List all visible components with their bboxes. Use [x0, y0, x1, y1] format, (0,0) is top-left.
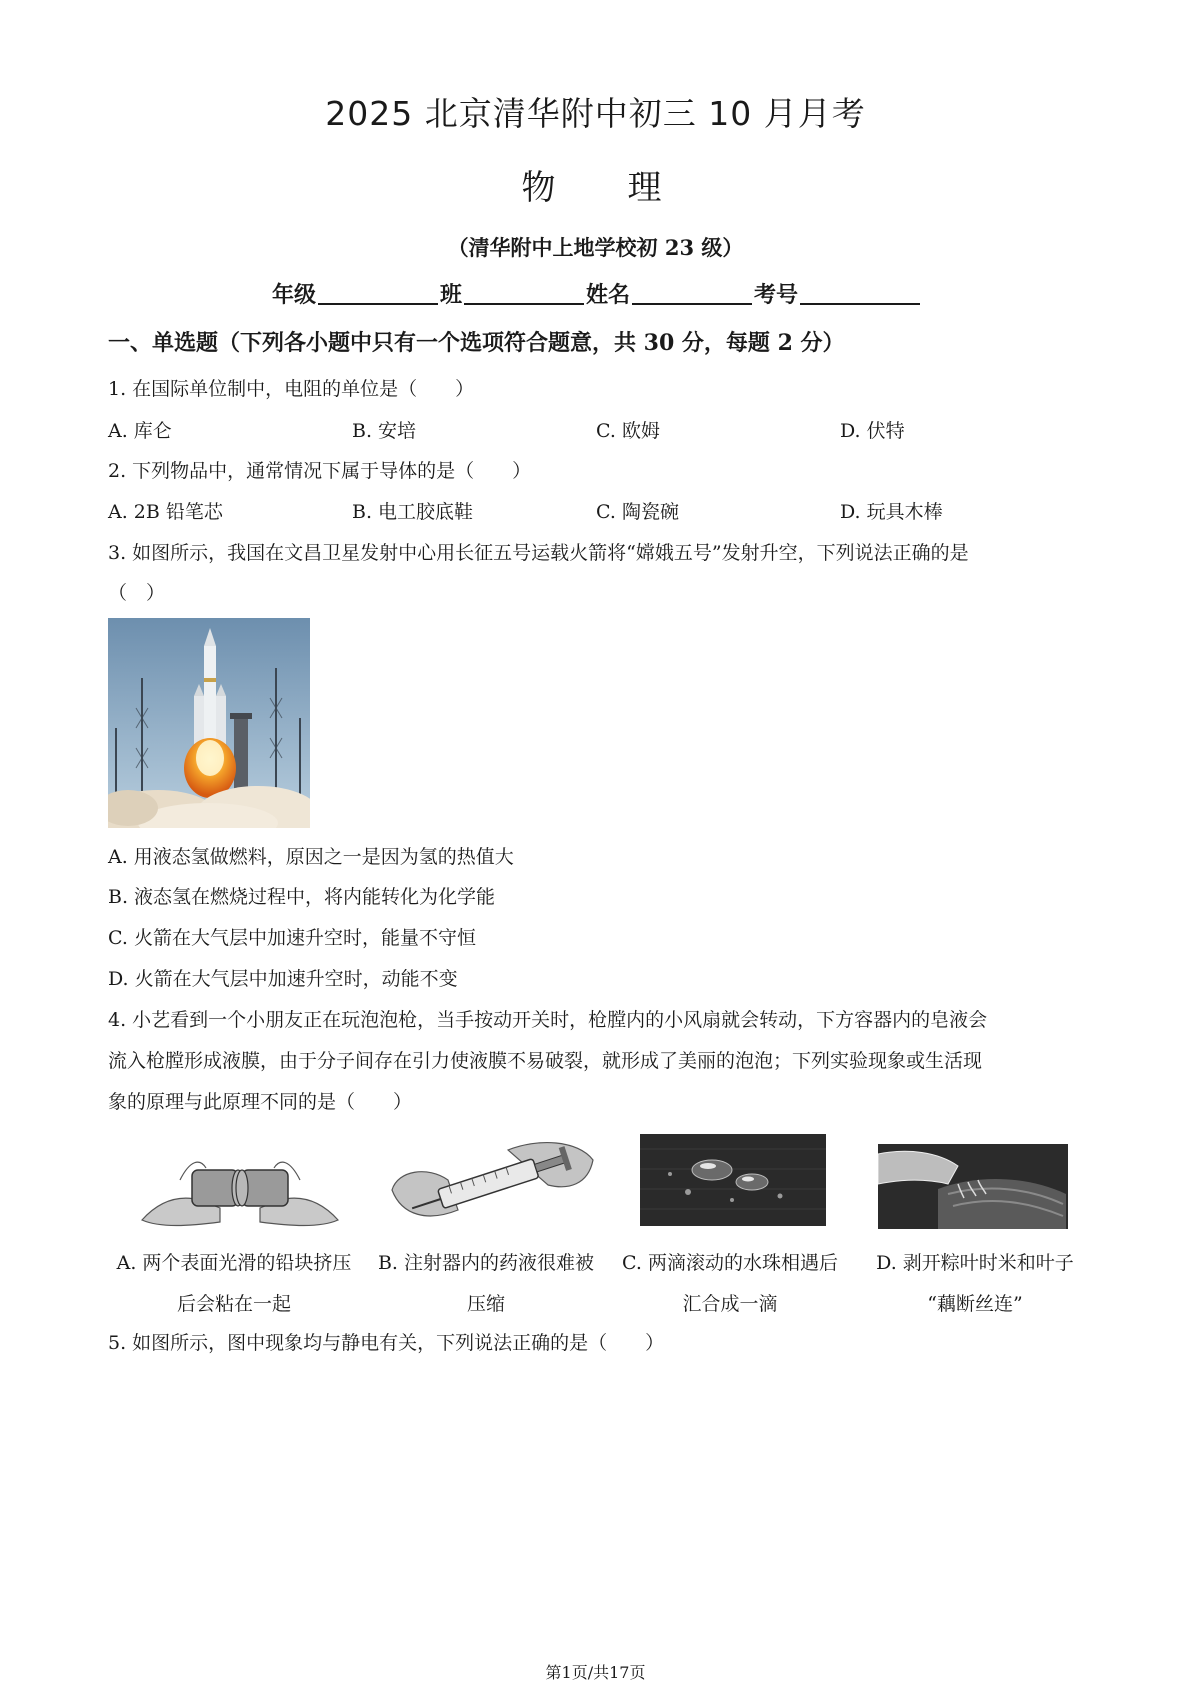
question-4-caption-d: [860, 1243, 1090, 1325]
question-1-option-a: A. 库仑: [108, 420, 172, 442]
subject-char-1: 物: [521, 168, 564, 208]
question-2-stem: 2. 下列物品中，通常情况下属于导体的是（ ）: [108, 460, 532, 482]
question-3-stem-line-2: （ ）: [108, 582, 166, 604]
question-1-stem: 1. 在国际单位制中，电阻的单位是（ ）: [108, 378, 475, 400]
question-4-stem-line-1: 4. 小艺看到一个小朋友正在玩泡泡枪，当手按动开关时，枪膛内的小风扇就会转动，下方容器内的皂液会: [108, 1009, 988, 1031]
question-3-option-d: D. 火箭在大气层中加速升空时，动能不变: [108, 968, 458, 990]
section-heading: 一、单选题（下列各小题中只有一个选项符合题意，共 30 分，每题 2 分）: [108, 330, 845, 356]
question-3-option-a: A. 用液态氢做燃料，原因之一是因为氢的热值大: [108, 846, 514, 868]
question-2-option-b: B. 电工胶底鞋: [352, 501, 474, 523]
caption-a-line-1: A. 两个表面光滑的铅块挤压: [116, 1252, 352, 1274]
name-blank: [632, 281, 752, 305]
question-1-option-c: C. 欧姆: [596, 420, 660, 442]
question-2-option-d: D. 玩具木棒: [840, 501, 943, 523]
question-1-option-d: D. 伏特: [840, 420, 905, 442]
page-footer: 第1页/共17页: [545, 1663, 646, 1682]
caption-b-line-1: B. 注射器内的药液很难被: [377, 1252, 595, 1274]
class-blank: [464, 281, 584, 305]
question-2-option-c: C. 陶瓷碗: [596, 501, 679, 523]
question-4-caption-b: [368, 1243, 604, 1325]
question-4-caption-c: [612, 1243, 848, 1325]
caption-b-line-2: 压缩: [466, 1293, 505, 1315]
caption-d-line-2: “藕断丝连”: [927, 1293, 1023, 1315]
exam-title: 2025 北京清华附中初三 10 月月考: [325, 94, 866, 133]
question-4-stem-line-3: 象的原理与此原理不同的是（ ）: [108, 1091, 413, 1113]
figure-syringe: [388, 1130, 598, 1225]
figure-water-drops: [640, 1134, 826, 1226]
question-4-stem-line-2: 流入枪膛形成液膜，由于分子间存在引力使液膜不易破裂，就形成了美丽的泡泡；下列实验现象或生活现: [108, 1050, 983, 1072]
grade-blank: [318, 281, 438, 305]
figure-zongzi: [878, 1144, 1068, 1229]
subject-char-2: 理: [627, 168, 670, 208]
question-2-option-a: A. 2B 铅笔芯: [108, 501, 223, 523]
caption-c-line-1: C. 两滴滚动的水珠相遇后: [622, 1252, 838, 1274]
question-3-option-c: C. 火箭在大气层中加速升空时，能量不守恒: [108, 927, 476, 949]
exam-number-label: 考号: [754, 282, 799, 308]
question-3-stem-line-1: 3. 如图所示，我国在文昌卫星发射中心用长征五号运载火箭将“嫦娥五号”发射升空，下列说法正确的是: [108, 542, 969, 564]
rocket-launch-image: [108, 618, 310, 828]
class-label: 班: [440, 282, 463, 308]
subject-title: [0, 160, 1191, 209]
school-subtitle: （清华附中上地学校初 23 级）: [447, 235, 744, 260]
question-3-option-b: B. 液态氢在燃烧过程中，将内能转化为化学能: [108, 886, 496, 908]
caption-a-line-2: 后会粘在一起: [176, 1293, 291, 1315]
question-1-option-b: B. 安培: [352, 420, 417, 442]
figure-lead-blocks: [140, 1140, 340, 1230]
caption-d-line-1: D. 剥开粽叶时米和叶子: [876, 1252, 1074, 1274]
exam-number-blank: [800, 281, 920, 305]
caption-c-line-2: 汇合成一滴: [682, 1293, 778, 1315]
student-info-row: [272, 278, 922, 309]
name-label: 姓名: [586, 282, 631, 308]
grade-label: 年级: [272, 282, 317, 308]
question-4-caption-a: [110, 1243, 358, 1325]
question-5-stem: 5. 如图所示，图中现象均与静电有关，下列说法正确的是（ ）: [108, 1332, 665, 1354]
